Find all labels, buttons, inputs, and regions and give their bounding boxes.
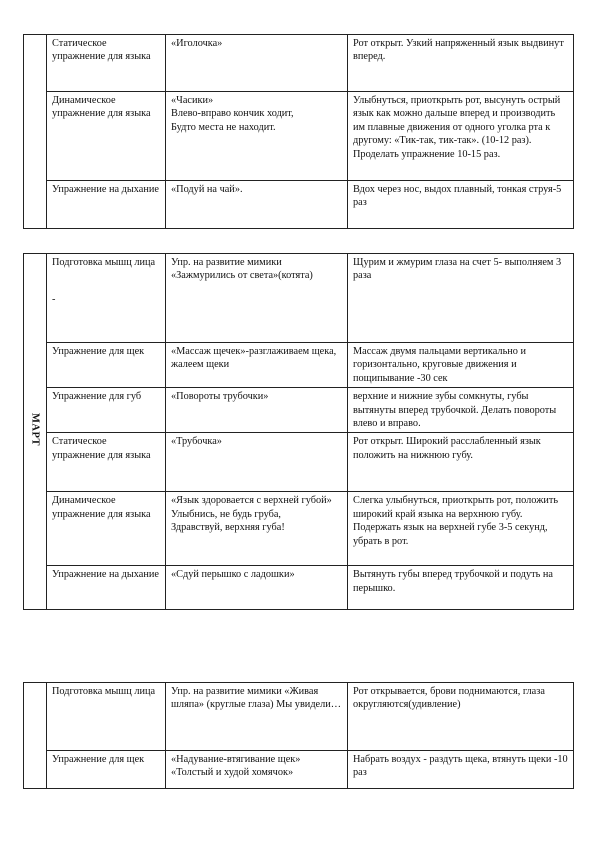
table-row — [24, 343, 574, 388]
exercise-name: «Сдуй перышко с ладошки» — [166, 566, 348, 610]
table-row — [24, 751, 574, 789]
month-label: МАРТ — [29, 412, 41, 447]
month-cell — [24, 683, 47, 789]
exercise-name: Упр. на развитие мимики «Живая шляпа» (круглые глаза) Мы увидели… — [166, 683, 348, 751]
table-row — [24, 388, 574, 433]
exercise-name: «Подуй на чай». — [166, 181, 348, 229]
exercise-name: «Иголочка» — [166, 35, 348, 92]
exercise-type: Упражнение для щек — [47, 343, 166, 388]
exercise-type: Динамическое упражнение для языка — [47, 492, 166, 566]
exercise-table-1 — [23, 34, 574, 229]
exercise-name: «Трубочка» — [166, 433, 348, 492]
table-row — [24, 181, 574, 229]
exercise-type: Подготовка мышц лица - — [47, 254, 166, 343]
exercise-type: Статическое упражнение для языка — [47, 35, 166, 92]
exercise-description: Слегка улыбнуться, приоткрыть рот, положить широкий край языка на верхнюю губу. Подержать язык на верхней губе 3-5 секунд, убрать в рот. — [348, 492, 574, 566]
month-cell — [24, 254, 47, 610]
month-cell — [24, 35, 47, 229]
table-row — [24, 492, 574, 566]
exercise-type: Упражнение на дыхание — [47, 181, 166, 229]
exercise-type: Подготовка мышц лица — [47, 683, 166, 751]
table-row — [24, 683, 574, 751]
exercise-description: Рот открывается, брови поднимаются, глаза округляются(удивление) — [348, 683, 574, 751]
table-row — [24, 566, 574, 610]
exercise-type: Упражнение для губ — [47, 388, 166, 433]
exercise-table-3 — [23, 682, 574, 789]
exercise-description: Рот открыт. Широкий расслабленный язык положить на нижнюю губу. — [348, 433, 574, 492]
exercise-description: Щурим и жмурим глаза на счет 5- выполняем 3 раза — [348, 254, 574, 343]
exercise-name: «Массаж щечек»-разглаживаем щека, жалеем щеки — [166, 343, 348, 388]
exercise-description: верхние и нижние зубы сомкнуты, губы вытянуты вперед трубочкой. Делать повороты влево и вправо. — [348, 388, 574, 433]
exercise-type: Статическое упражнение для языка — [47, 433, 166, 492]
exercise-description: Улыбнуться, приоткрыть рот, высунуть острый язык как можно дальше вперед и производить им плавные движения от одного уголка рта к другому: «Тик-так, тик-так». (10-12 раз). Проделать упражнение 10-15 раз. — [348, 92, 574, 181]
exercise-name: «Часики» Влево-вправо кончик ходит, Будто места не находит. — [166, 92, 348, 181]
exercise-name: Упр. на развитие мимики «Зажмурились от света»(котята) — [166, 254, 348, 343]
exercise-type: Упражнение для щек — [47, 751, 166, 789]
exercise-name: «Надувание-втягивание щек» «Толстый и худой хомячок» — [166, 751, 348, 789]
table-row — [24, 433, 574, 492]
exercise-type: Динамическое упражнение для языка — [47, 92, 166, 181]
table-row — [24, 92, 574, 181]
exercise-description: Массаж двумя пальцами вертикально и горизонтально, круговые движения и пощипывание -30 сек — [348, 343, 574, 388]
note-dash: - — [52, 294, 56, 306]
table-row — [24, 35, 574, 92]
exercise-name: «Язык здоровается с верхней губой» Улыбнись, не будь груба, Здравствуй, верхняя губа! — [166, 492, 348, 566]
exercise-description: Рот открыт. Узкий напряженный язык выдвинут вперед. — [348, 35, 574, 92]
exercise-table-2 — [23, 253, 574, 610]
exercise-name: «Повороты трубочки» — [166, 388, 348, 433]
exercise-description: Вытянуть губы вперед трубочкой и подуть на перышко. — [348, 566, 574, 610]
exercise-description: Вдох через нос, выдох плавный, тонкая струя-5 раз — [348, 181, 574, 229]
exercise-description: Набрать воздух - раздуть щека, втянуть щеки -10 раз — [348, 751, 574, 789]
table-row — [24, 254, 574, 343]
exercise-type: Упражнение на дыхание — [47, 566, 166, 610]
